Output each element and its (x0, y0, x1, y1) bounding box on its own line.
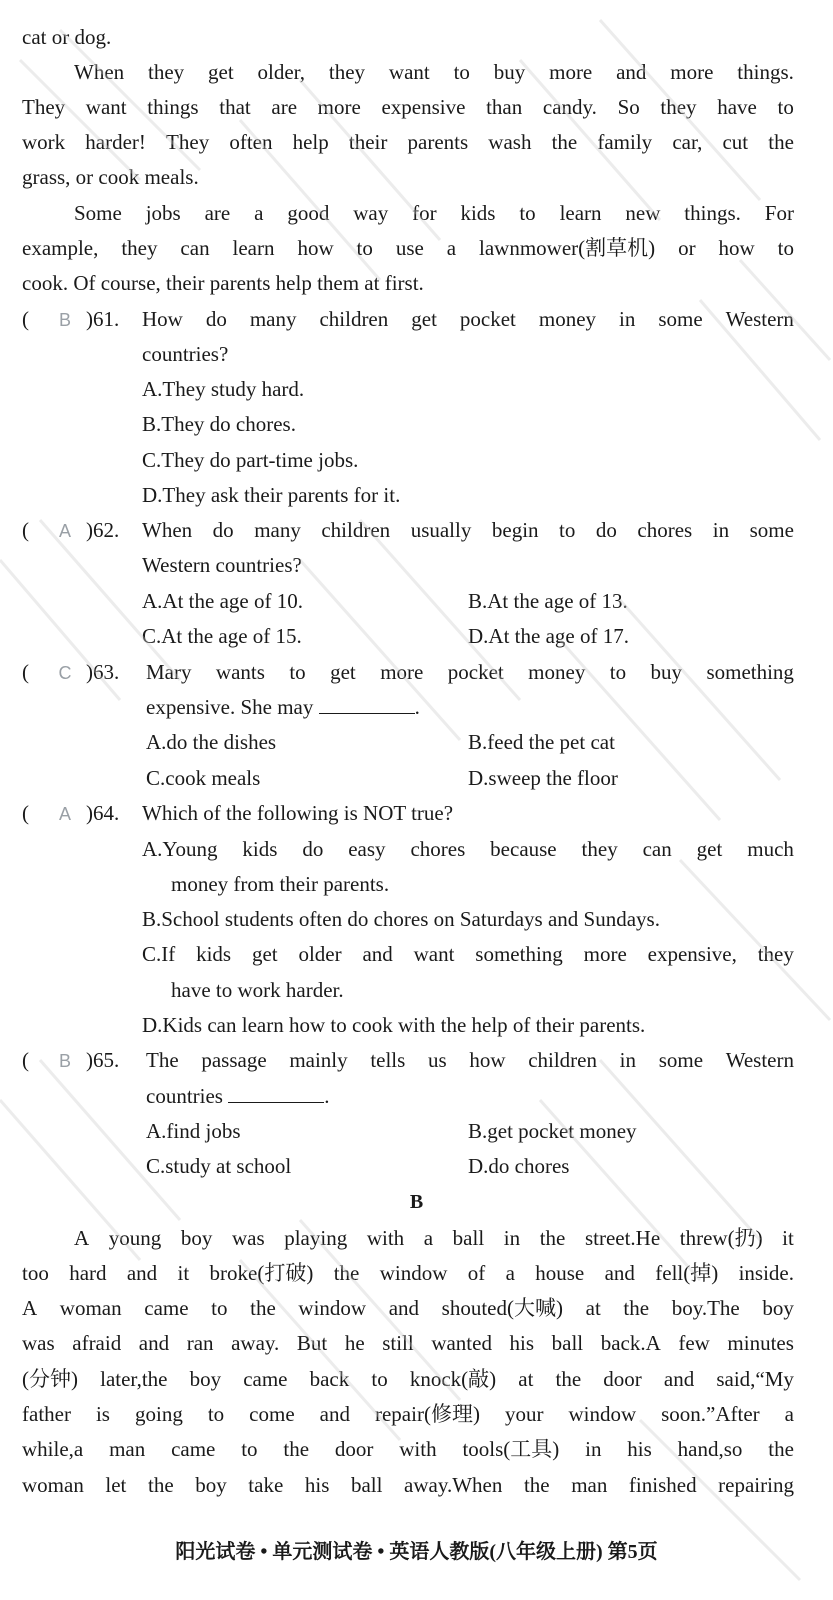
question-stem: When do many children usually begin to do chores in some (142, 518, 794, 542)
open-paren: ( (22, 660, 29, 684)
option-a: A.do the dishes (146, 730, 277, 754)
question-number: )62. (86, 518, 120, 542)
open-paren: ( (22, 801, 29, 825)
question-65 (22, 1047, 119, 1074)
passage-line: woman let the boy take his ball away.When the man finished repairing (22, 1473, 794, 1497)
passage-line: A young boy was playing with a ball in the street.He threw(扔) it (74, 1226, 794, 1250)
page-footer: 阳光试卷 • 单元测试卷 • 英语人教版(八年级上册) 第5页 (175, 1541, 658, 1563)
question-stem-blank (146, 1083, 329, 1109)
passage-line: cook. Of course, their parents help them at first. (22, 271, 424, 295)
option-a: A.They study hard. (142, 377, 305, 401)
option-c-cont: have to work harder. (171, 978, 344, 1002)
option-d: D.sweep the floor (468, 766, 618, 790)
passage-line: was afraid and ran away. But he still wanted his ball back.A few minutes (22, 1331, 794, 1355)
passage-line: A woman came to the window and shouted(大喊) at the boy.The boy (22, 1296, 794, 1320)
option-b: B.School students often do chores on Saturdays and Sundays. (142, 907, 660, 931)
option-a-cont: money from their parents. (171, 872, 390, 896)
question-number: )63. (86, 660, 120, 684)
passage-line: example, they can learn how to use a lawnmower(割草机) or how to (22, 236, 794, 260)
option-d: D.At the age of 17. (468, 624, 629, 648)
question-stem: Mary wants to get more pocket money to buy something (146, 660, 794, 684)
stem-period: . (324, 1084, 330, 1108)
answer-blank (228, 1084, 324, 1103)
question-number: )64. (86, 801, 120, 825)
option-a: A.Young kids do easy chores because they can get much (142, 837, 794, 861)
question-stem: Western countries? (142, 553, 302, 577)
answer-mark: B (58, 310, 71, 330)
passage-line: They want things that are more expensive than candy. So they have to (22, 95, 794, 119)
passage-line: (分钟) later,the boy came back to knock(敲) at the door and said,“My (22, 1367, 794, 1391)
open-paren: ( (22, 518, 29, 542)
option-c: C.study at school (146, 1154, 292, 1178)
question-stem-blank (146, 694, 420, 720)
option-d: D.do chores (468, 1154, 570, 1178)
question-number: )61. (86, 307, 120, 331)
passage-line: Some jobs are a good way for kids to learn new things. For (74, 201, 794, 225)
answer-mark: A (58, 521, 71, 541)
open-paren: ( (22, 307, 29, 331)
passage-line: When they get older, they want to buy more and more things. (74, 60, 794, 84)
option-b: B.At the age of 13. (468, 589, 628, 613)
question-stem: countries? (142, 342, 229, 366)
option-d: D.Kids can learn how to cook with the help of their parents. (142, 1013, 646, 1037)
option-b: B.feed the pet cat (468, 730, 615, 754)
stem-text: expensive. She may (146, 695, 314, 719)
question-63 (22, 659, 119, 686)
stem-period: . (414, 695, 420, 719)
passage-line: father is going to come and repair(修理) your window soon.”After a (22, 1402, 794, 1426)
question-64 (22, 800, 119, 827)
option-b: B.get pocket money (468, 1119, 637, 1143)
open-paren: ( (22, 1048, 29, 1072)
answer-mark: B (58, 1051, 71, 1071)
question-stem: The passage mainly tells us how children in some Western (146, 1048, 794, 1072)
question-stem: Which of the following is NOT true? (142, 801, 454, 825)
section-heading: B (409, 1191, 424, 1213)
question-62 (22, 517, 119, 544)
passage-line: while,a man came to the door with tools(工具) in his hand,so the (22, 1437, 794, 1461)
option-b: B.They do chores. (142, 412, 296, 436)
option-c: C.If kids get older and want something more expensive, they (142, 942, 794, 966)
passage-line: cat or dog. (22, 25, 112, 49)
option-a: A.At the age of 10. (142, 589, 303, 613)
answer-mark: C (58, 663, 72, 683)
question-number: )65. (86, 1048, 120, 1072)
passage-line: too hard and it broke(打破) the window of a house and fell(掉) inside. (22, 1261, 794, 1285)
question-61 (22, 306, 119, 333)
passage-line: work harder! They often help their parents wash the family car, cut the (22, 130, 794, 154)
answer-blank (319, 695, 415, 714)
option-c: C.They do part-time jobs. (142, 448, 359, 472)
option-d: D.They ask their parents for it. (142, 483, 401, 507)
answer-mark: A (58, 804, 71, 824)
question-stem: How do many children get pocket money in some Western (142, 307, 794, 331)
passage-line: grass, or cook meals. (22, 165, 199, 189)
option-c: C.At the age of 15. (142, 624, 302, 648)
option-c: C.cook meals (146, 766, 261, 790)
stem-text: countries (146, 1084, 223, 1108)
option-a: A.find jobs (146, 1119, 241, 1143)
